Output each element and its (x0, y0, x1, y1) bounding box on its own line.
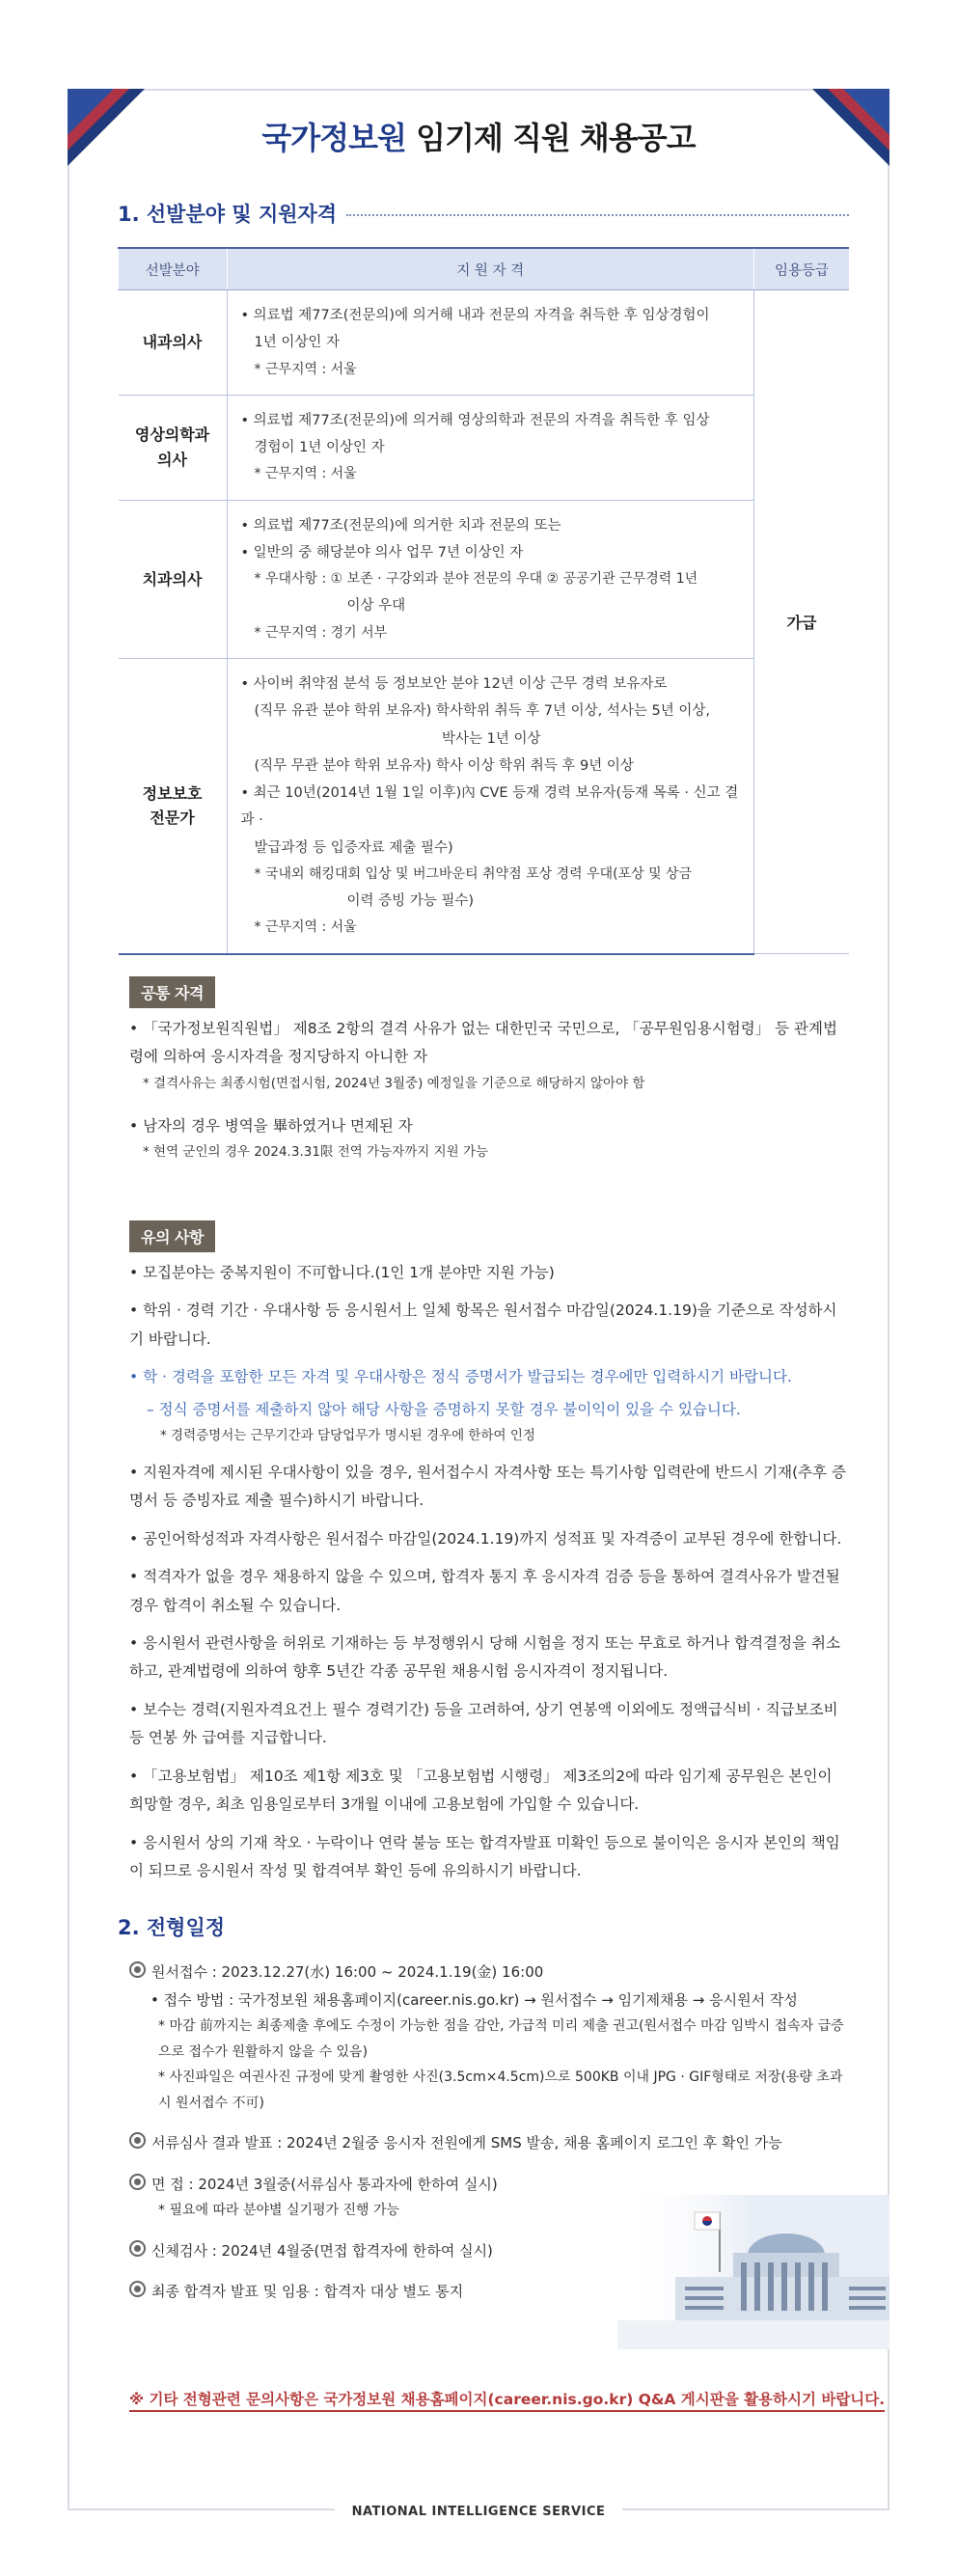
schedule-item-note: * 사진파일은 여권사진 규정에 맞게 촬영한 사진(3.5cm×4.5cm)으로 500KB 이내 JPG · GIF형태로 저장(용량 초과시 원서접수 不可) (158, 2069, 843, 2111)
common-item (129, 1112, 847, 1165)
common-item-text: • 「국가정보원직원법」 제8조 2항의 결격 사유가 없는 대한민국 국민으로, 「공무원임용시험령」 등 관계법령에 의하여 응시자격을 정지당하지 아니한 자 (129, 1020, 837, 1066)
qualification-line: • 사이버 취약점 분석 등 정보보안 분야 12년 이상 근무 경력 보유자로 (240, 676, 668, 693)
qualification-line: (직무 유관 분야 학위 보유자) 학사학위 취득 후 7년 이상, 석사는 5년 이상, (254, 703, 710, 720)
notice-item-text: – 정식 증명서를 제출하지 않아 해당 사항을 증명하지 못할 경우 불이익이 있을 수 있습니다. (147, 1400, 741, 1418)
table-row (119, 500, 850, 658)
page-title (0, 114, 957, 158)
notice-item (129, 1396, 847, 1449)
notice-item (129, 1630, 847, 1686)
qualification-cell (227, 659, 754, 954)
qualification-cell (227, 500, 754, 658)
notice-item-text: • 모집분야는 중복지원이 不可합니다.(1인 1개 분야만 지원 가능) (129, 1264, 555, 1281)
qualification-line: 이상 우대 (346, 598, 406, 615)
schedule-item-main (129, 2242, 493, 2260)
section2-heading (118, 1912, 849, 1941)
recruit-table (118, 247, 849, 955)
table-row (119, 395, 850, 500)
field-name: 영상의학과 (134, 425, 210, 445)
qualification-line: * 근무지역 : 서울 (254, 466, 357, 482)
qualification-line: 발급과정 등 입증자료 제출 필수) (254, 839, 453, 856)
qualification-line: * 근무지역 : 서울 (254, 919, 357, 936)
table-row (119, 290, 850, 396)
qualification-line: 경험이 1년 이상인 자 (254, 440, 385, 456)
schedule-item-main-text: 최종 합격자 발표 및 임용 : 합격자 대상 별도 통지 (151, 2283, 464, 2301)
final-inquiry-note: ※ 기타 전형관련 문의사항은 국가정보원 채용홈페이지(career.nis.go.kr) Q&A 게시판을 활용하시기 바랍니다. (129, 2388, 885, 2412)
notice-item-text: • 공인어학성적과 자격사항은 원서접수 마감일(2024.1.19)까지 성적표 및 자격증이 교부된 경우에 한합니다. (129, 1529, 842, 1548)
notice-item-text: • 응시원서 상의 기재 착오 · 누락이나 연락 불능 또는 합격자발표 미확인 등으로 불이익은 응시자 본인의 책임이 되므로 응시원서 작성 및 합격여부 확인 등에 유의하시기 바랍니다. (129, 1833, 840, 1880)
schedule-item-note: * 마감 前까지는 최종제출 후에도 수정이 가능한 점을 감안, 가급적 미리 제출 권고(원서접수 마감 임박시 접속자 급증으로 접수가 원활하지 않을 수 있음) (158, 2018, 844, 2060)
target-bullet-icon (129, 2174, 146, 2190)
notice-item (129, 1459, 847, 1516)
notice-item (129, 1525, 847, 1553)
qualification-line: * 우대사항 : ① 보존 · 구강외과 분야 전문의 우대 ② 공공기관 근무경력 1년 (254, 571, 698, 588)
field-cell (119, 290, 228, 396)
notice-item-text: • 응시원서 관련사항을 허위로 기재하는 등 부정행위시 당해 시험을 정지 또는 무효로 하거나 합격결정을 취소하고, 관계법령에 의하여 향후 5년간 각종 공무원 채용시험 응시자격이 정지됩니다. (129, 1634, 840, 1681)
field-name: 정보보호 (142, 783, 203, 803)
notice-item-text: • 지원자격에 제시된 우대사항이 있을 경우, 원서접수시 자격사항 또는 특기사항 입력란에 반드시 기재(추후 증명서 등 증빙자료 제출 필수)하시기 바랍니다. (129, 1463, 846, 1510)
target-bullet-icon (129, 2240, 146, 2257)
nis-building-illustration (617, 2195, 889, 2349)
qualification-line: 1년 이상인 자 (254, 335, 340, 351)
qualification-line: * 근무지역 : 경기 서부 (254, 624, 388, 641)
heading-dotted-rule (346, 214, 849, 216)
qualification-line: 이력 증빙 가능 필수) (346, 893, 475, 910)
common-qualification-list (129, 1015, 847, 1181)
field-cell (119, 500, 228, 658)
qualification-line: • 의료법 제77조(전문의)에 의거해 내과 전문의 자격을 취득한 후 임상경험이 (240, 308, 710, 323)
notice-item-text: • 적격자가 없을 경우 채용하지 않을 수 있으며, 합격자 통지 후 응시자격 검증 등을 통하여 결격사유가 발견될 경우 합격이 취소될 수 있습니다. (129, 1568, 840, 1614)
field-name: 전문가 (150, 808, 195, 828)
notice-item-note: * 경력증명서는 근무기간과 담당업무가 명시된 경우에 한하여 인정 (160, 1428, 535, 1444)
qualification-line: • 의료법 제77조(전문의)에 의거해 영상의학과 전문의 자격을 취득한 후 임상 (240, 412, 710, 428)
qualification-line: (직무 무관 분야 학위 보유자) 학사 이상 학위 취득 후 9년 이상 (254, 757, 634, 774)
notice-item (129, 1297, 847, 1354)
notice-item-text: • 「고용보험법」 제10조 제1항 제3호 및 「고용보험법 시행령」 제3조의2에 따라 임기제 공무원은 본인이 희망할 경우, 최초 임용일로부터 3개월 이내에 고용보험에 가입할 수 있습니다. (129, 1767, 833, 1814)
field-name: 치과의사 (142, 569, 203, 589)
col-header-field: 선발분야 (119, 248, 228, 290)
field-cell (119, 395, 228, 500)
schedule-item (129, 1959, 847, 2116)
notice-item (129, 1259, 847, 1287)
section1-heading-text: 1. 선발분야 및 지원자격 (118, 203, 338, 226)
footer-text: NATIONAL INTELLIGENCE SERVICE (335, 2505, 623, 2519)
common-item-note: * 결격사유는 최종시험(면접시험, 2024년 3월중) 예정일을 기준으로 해당하지 않아야 함 (143, 1075, 645, 1091)
target-bullet-icon (129, 1961, 146, 1978)
schedule-item-note: * 필요에 따라 분야별 실기평가 진행 가능 (158, 2203, 400, 2219)
section2-heading-text: 2. 전형일정 (118, 1916, 226, 1939)
schedule-item-sub: • 접수 방법 : 국가정보원 채용홈페이지(career.nis.go.kr) → 원서접수 → 임기제채용 → 응시원서 작성 (150, 1990, 798, 2009)
col-header-grade: 임용등급 (754, 248, 850, 290)
notice-item-text: • 보수는 경력(지원자격요건上 필수 경력기간) 등을 고려하여, 상기 연봉액 이외에도 정액급식비 · 직급보조비 등 연봉 外 급여를 지급합니다. (129, 1700, 838, 1747)
schedule-item-main-text: 면 접 : 2024년 3월중(서류심사 통과자에 한하여 실시) (151, 2175, 498, 2193)
notice-item (129, 1363, 847, 1391)
table-row (119, 659, 850, 954)
notice-item (129, 1829, 847, 1886)
schedule-item-main (129, 2134, 782, 2151)
qualification-line: * 국내외 해킹대회 입상 및 버그바운티 취약점 포상 경력 우대(포상 및 상금 (254, 865, 693, 882)
target-bullet-icon (129, 2132, 146, 2149)
notice-item (129, 1563, 847, 1620)
notice-badge: 유의 사항 (129, 1220, 215, 1252)
target-bullet-icon (129, 2281, 146, 2297)
qualification-cell (227, 395, 754, 500)
schedule-item-main (129, 2176, 498, 2193)
title-rest: 임기제 직원 채용공고 (405, 120, 696, 156)
notice-item-text: • 학 · 경력을 포함한 모든 자격 및 우대사항은 정식 증명서가 발급되는 경우에만 입력하시기 바랍니다. (129, 1368, 792, 1386)
qualification-line: * 근무지역 : 서울 (254, 361, 357, 377)
notice-list (129, 1259, 847, 1896)
section1-heading (118, 199, 849, 228)
schedule-item-main-text: 신체검사 : 2024년 4월중(면접 합격자에 한하여 실시) (151, 2241, 493, 2260)
notice-item (129, 1763, 847, 1820)
footer (0, 2501, 957, 2519)
notice-item-text: • 학위 · 경력 기간 · 우대사항 등 응시원서上 일체 항목은 원서접수 마감일(2024.1.19)을 기준으로 작성하시기 바랍니다. (129, 1302, 837, 1348)
schedule-item-main-text: 서류심사 결과 발표 : 2024년 2월중 응시자 전원에게 SMS 발송, 채용 홈페이지 로그인 후 확인 가능 (151, 2134, 782, 2152)
schedule-item-main (129, 2283, 463, 2300)
common-qualification-badge: 공통 자격 (129, 976, 215, 1008)
common-item (129, 1015, 847, 1097)
qualification-line: • 일반의 중 해당분야 의사 업무 7년 이상인 자 (240, 544, 524, 561)
qualification-line: • 의료법 제77조(전문의)에 의거한 치과 전문의 또는 (240, 517, 561, 534)
grade-cell: 가급 (754, 290, 850, 954)
col-header-qualification: 지 원 자 격 (227, 248, 754, 290)
field-cell (119, 659, 228, 954)
field-name: 내과의사 (142, 333, 203, 352)
notice-item (129, 1696, 847, 1753)
schedule-item-main-text: 원서접수 : 2023.12.27(水) 16:00 ~ 2024.1.19(金) 16:00 (151, 1963, 544, 1981)
common-item-note: * 현역 군인의 경우 2024.3.31限 전역 가능자까지 지원 가능 (143, 1143, 489, 1160)
field-name: 의사 (157, 450, 187, 469)
qualification-cell (227, 290, 754, 396)
common-item-text: • 남자의 경우 병역을 畢하였거나 면제된 자 (129, 1116, 413, 1135)
qualification-line: • 최근 10년(2014년 1월 1일 이후)內 CVE 등재 경력 보유자(등재 목록 · 신고 결과 · (240, 785, 739, 829)
title-brand: 국가정보원 (261, 120, 406, 156)
schedule-item (129, 2129, 847, 2157)
schedule-item-main (129, 1963, 543, 1981)
qualification-line: 박사는 1년 이상 (442, 730, 541, 747)
